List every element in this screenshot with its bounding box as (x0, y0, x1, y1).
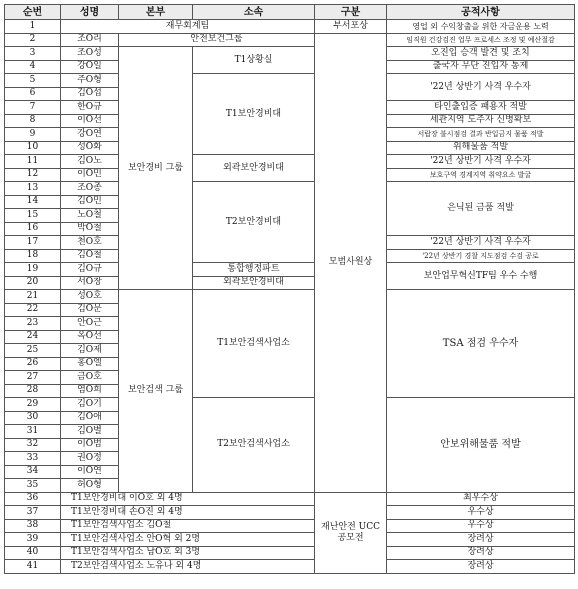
row-no: 41 (5, 560, 61, 574)
row-no: 2 (5, 33, 61, 47)
row-no: 14 (5, 195, 61, 209)
row-name: 염O희 (61, 384, 119, 398)
unit-outer-guard: 외곽보안경비대 (193, 155, 315, 182)
row-merit: 장려상 (387, 546, 575, 560)
row-name: 박O철 (61, 222, 119, 236)
row-no: 36 (5, 492, 61, 506)
row-merit: 서랍장 불시점검 결과 반입금지 물품 적발 (387, 128, 575, 142)
row-no: 31 (5, 425, 61, 439)
table-row (5, 290, 575, 304)
row-name: 강O일 (61, 60, 119, 74)
row-name: 조O리 (61, 33, 119, 47)
row-no: 6 (5, 87, 61, 101)
row-merged-name: 재무회계팀 (61, 20, 315, 34)
row-no: 25 (5, 344, 61, 358)
row-name: 성O화 (61, 141, 119, 155)
row-name: 김O섭 (61, 87, 119, 101)
row-name: 금O호 (61, 371, 119, 385)
row-merit: 보호구역 경계지역 취약요소 발굴 (387, 168, 575, 182)
table-row (5, 398, 575, 412)
header-unit: 소속 (193, 5, 315, 20)
row-name: 조O종 (61, 182, 119, 196)
header-category: 구분 (315, 5, 387, 20)
table-row (5, 546, 575, 560)
row-name: 김O노 (61, 155, 119, 169)
row-merged-team: T1보안검색사업소 안O혁 외 2명 (61, 533, 315, 547)
unit-outer-guard-2: 외곽보안경비대 (193, 276, 315, 290)
row-no: 11 (5, 155, 61, 169)
row-no: 20 (5, 276, 61, 290)
row-name: 김O철 (61, 249, 119, 263)
row-name: 이O범 (61, 438, 119, 452)
row-no: 8 (5, 114, 61, 128)
category-model: 모범사원상 (315, 33, 387, 492)
row-no: 33 (5, 452, 61, 466)
row-merged-team: T2보안검색사업소 노유나 외 4명 (61, 560, 315, 574)
row-no: 5 (5, 74, 61, 88)
row-name: 김O규 (61, 263, 119, 277)
row-merged-team: T1보안검색사업소 남O호 외 3명 (61, 546, 315, 560)
row-no: 17 (5, 236, 61, 250)
row-name: 허O형 (61, 479, 119, 493)
awards-table (4, 4, 575, 574)
hq-security-screening: 보안검색 그룹 (119, 290, 193, 493)
unit-t1-guard: T1보안경비대 (193, 74, 315, 155)
row-merit: 타인출입증 패용자 적발 (387, 101, 575, 115)
row-category: 부서포상 (315, 20, 387, 34)
row-merit: 장려상 (387, 533, 575, 547)
row-name: 안O근 (61, 317, 119, 331)
row-name: 천O호 (61, 236, 119, 250)
row-name: 주O형 (61, 74, 119, 88)
header-no: 순번 (5, 5, 61, 20)
header-row (5, 5, 575, 20)
category-ucc: 재난안전 UCC 공모전 (315, 492, 387, 573)
row-no: 3 (5, 47, 61, 61)
row-no: 10 (5, 141, 61, 155)
row-no: 9 (5, 128, 61, 142)
row-name: 조O성 (61, 47, 119, 61)
table-row (5, 155, 575, 169)
unit-integrated-patrol: 통합행정파트 (193, 263, 315, 277)
row-no: 23 (5, 317, 61, 331)
row-merit: 우수상 (387, 506, 575, 520)
unit-t1-screening: T1보안검색사업소 (193, 290, 315, 398)
row-name: 옥O선 (61, 330, 119, 344)
table-row (5, 533, 575, 547)
table-row (5, 47, 575, 61)
row-no: 34 (5, 465, 61, 479)
row-no: 22 (5, 303, 61, 317)
table-row (5, 33, 575, 47)
row-merged-team: T1보안경비대 손O진 외 4명 (61, 506, 315, 520)
row-no: 18 (5, 249, 61, 263)
row-name: 서O창 (61, 276, 119, 290)
row-no: 35 (5, 479, 61, 493)
row-merit: 출국자 무단 진입자 통제 (387, 60, 575, 74)
row-no: 24 (5, 330, 61, 344)
row-name: 김O문 (61, 303, 119, 317)
row-merit: '22년 상반기 사격 우수자 (387, 236, 575, 250)
row-merged-team: T1보안검색사업소 김O철 (61, 519, 315, 533)
row-name: 홍O엘 (61, 357, 119, 371)
row-dept-merged: 안전보건그룹 (119, 33, 315, 47)
row-no: 28 (5, 384, 61, 398)
row-merit: 보안업무혁신TF팀 우수 수행 (387, 263, 575, 290)
row-merit: 우수상 (387, 519, 575, 533)
row-no: 37 (5, 506, 61, 520)
row-name: 이O민 (61, 168, 119, 182)
row-no: 15 (5, 209, 61, 223)
row-no: 21 (5, 290, 61, 304)
row-no: 4 (5, 60, 61, 74)
hq-security-guard: 보안경비 그룹 (119, 47, 193, 290)
row-no: 38 (5, 519, 61, 533)
row-merit: '22년 상반기 사격 우수자 (387, 155, 575, 169)
table-row (5, 519, 575, 533)
row-name: 김O민 (61, 195, 119, 209)
row-name: 노O철 (61, 209, 119, 223)
row-merged-team: T1보안경비대 이O호 외 4명 (61, 492, 315, 506)
header-merit: 공적사항 (387, 5, 575, 20)
row-no: 13 (5, 182, 61, 196)
row-no: 26 (5, 357, 61, 371)
row-name: 한O규 (61, 101, 119, 115)
row-name: 이O선 (61, 114, 119, 128)
row-no: 12 (5, 168, 61, 182)
row-no: 16 (5, 222, 61, 236)
row-no: 30 (5, 411, 61, 425)
row-no: 7 (5, 101, 61, 115)
row-merit: 영업 외 수익창출을 위한 자금운용 노력 (387, 20, 575, 34)
row-no: 40 (5, 546, 61, 560)
row-merit: 임직원 건강검진 업무 프로세스 조정 및 예산절감 (387, 33, 575, 47)
table-row (5, 20, 575, 34)
table-row (5, 560, 575, 574)
unit-t1-situation: T1상황실 (193, 47, 315, 74)
table-row (5, 74, 575, 88)
table-row (5, 182, 575, 196)
row-merit: '22년 상반기 사격 우수자 (387, 74, 575, 101)
row-no: 27 (5, 371, 61, 385)
row-name: 성O호 (61, 290, 119, 304)
unit-t2-screening: T2보안검색사업소 (193, 398, 315, 493)
row-name: 이O연 (61, 465, 119, 479)
row-merit: 오진입 승객 발견 및 조치 (387, 47, 575, 61)
header-hq: 본부 (119, 5, 193, 20)
row-merit: 장려상 (387, 560, 575, 574)
row-no: 39 (5, 533, 61, 547)
table-row (5, 506, 575, 520)
row-merit: TSA 점검 우수자 (387, 290, 575, 398)
row-name: 김O제 (61, 344, 119, 358)
row-name: 김O애 (61, 411, 119, 425)
table-row (5, 263, 575, 277)
row-no: 29 (5, 398, 61, 412)
row-merit: '22년 상반기 경찰 지도점검 수검 공로 (387, 249, 575, 263)
row-merit: 은닉된 금품 적발 (387, 182, 575, 236)
row-merit: 위해물품 적발 (387, 141, 575, 155)
row-name: 김O기 (61, 398, 119, 412)
row-no: 1 (5, 20, 61, 34)
row-name: 강O연 (61, 128, 119, 142)
row-no: 19 (5, 263, 61, 277)
row-name: 김O별 (61, 425, 119, 439)
unit-t2-guard: T2보안경비대 (193, 182, 315, 263)
row-merit: 세관지역 도주자 신병확보 (387, 114, 575, 128)
row-no: 32 (5, 438, 61, 452)
header-name: 성명 (61, 5, 119, 20)
table-row (5, 492, 575, 506)
row-merit: 최우수상 (387, 492, 575, 506)
row-merit: 안보위해물품 적발 (387, 398, 575, 493)
row-name: 권O정 (61, 452, 119, 466)
